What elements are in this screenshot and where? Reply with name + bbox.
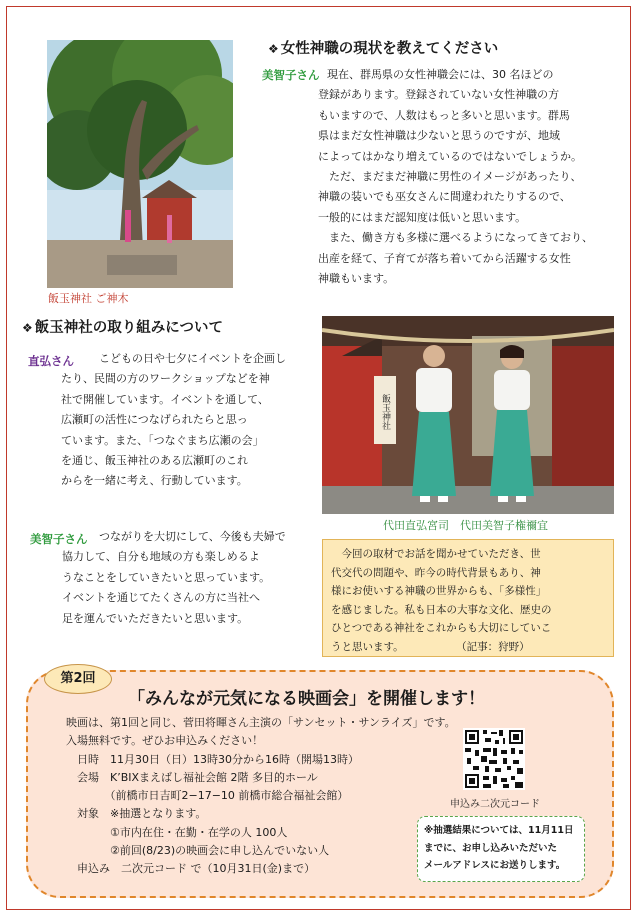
shrine-plaque: 飯玉神社: [380, 394, 390, 430]
section2-text1-first: こどもの日や七夕にイベントを企画し: [88, 352, 286, 365]
section2-text2-first: つながりを大切にして、今後も夫婦で: [88, 530, 286, 543]
section1-heading: ❖ 女性神職の現状を教えてください: [268, 41, 499, 57]
section2-speaker1: 直弘さん: [28, 354, 74, 368]
application-qr-code[interactable]: [463, 728, 525, 790]
priests-photo: [322, 316, 614, 514]
section1-text-first: 現在、群馬県の女性神職会には、30 名ほどの: [327, 68, 554, 81]
section2-heading: ❖ 飯玉神社の取り組みについて: [22, 320, 223, 336]
event-title: 「みんなが元気になる映画会」を開催します！: [128, 689, 485, 709]
sacred-tree-photo: [47, 40, 233, 288]
section2-speaker2: 美智子さん: [30, 532, 88, 546]
qr-code-label: 申込み二次元コード: [450, 799, 540, 810]
diamond-bullet-icon: ❖: [268, 42, 279, 56]
section1-text: 登録があります。登録されていない女性神職の方 もいますので、人数はもっと多いと思います。群馬 県はまだ女性神職は少ないと思うのですが、地域 によってはかなり増えているのではないでしょうか。 ただ、まだまだ神職に男性のイメージがあったり、 神職の装いでも巫女さんに間違われたりするので、 一般的にはまだ認知度は低いと思います。 また、働き方も多様に選べるようになってきており、 出産を経て、子育てが落ち着いてから活躍する女性 神職もいます。: [318, 88, 593, 286]
section1-speaker: 美智子さん: [262, 68, 320, 82]
section2-text2: 協力して、自分も地域の方も楽しめるよ うなことをしていきたいと思っています。 イベントを通じてたくさんの方に当社へ 足を運んでいただきたいと思います。: [62, 550, 271, 625]
diamond-bullet-icon: ❖: [22, 321, 33, 335]
priests-photo-caption: 代田直弘宮司 代田美智子権禰宜: [383, 519, 548, 532]
section2-text1: たり、民間の方のワークショップなどを神 社で開催しています。イベントを通して、 広瀬町の活性につなげられたらと思っ ています。また、「つなぐまち広瀬の会」 を通じ、飯玉神社のある広瀬町のこれ からを一緒に考え、行動しています。: [61, 372, 270, 488]
event-details: 映画は、第1回と同じ、菅田将暉さん主演の「サンセット・サンライズ」です。 入場無料です。ぜひお申込みください！ 日時 11月30日（日）13時30分から16時（開場13時） 会場 K’BIXまえばし福祉会館 2階 多目的ホール （前橋市日吉町2−17−10 前橋市総合福祉会館） 対象 ※抽選となります。 ①市内在住・在勤・在学の人 100人 ②前回(8/23)の映画会に申し込んでいない人 申込み 二次元コード で（10月31日(金)まで）: [66, 716, 456, 876]
reporter-note: 今回の取材でお話を聞かせていただき、世 代交代の問題や、昨今の時代背景もあり、神 様にお使いする神職の世界からも、「多様性」 を感じました。私も日本の大事な文化、歴史の ひとつである神社をこれからも大切にしていこ うと思います。 （記事：狩野）: [322, 539, 614, 657]
event-number-badge: 第2回: [44, 664, 112, 694]
lottery-note: ※抽選結果については、11月11日 までに、お申し込みいただいた メールアドレスにお送りします。: [417, 816, 585, 882]
tree-photo-caption: 飯玉神社 ご神木: [48, 292, 129, 305]
